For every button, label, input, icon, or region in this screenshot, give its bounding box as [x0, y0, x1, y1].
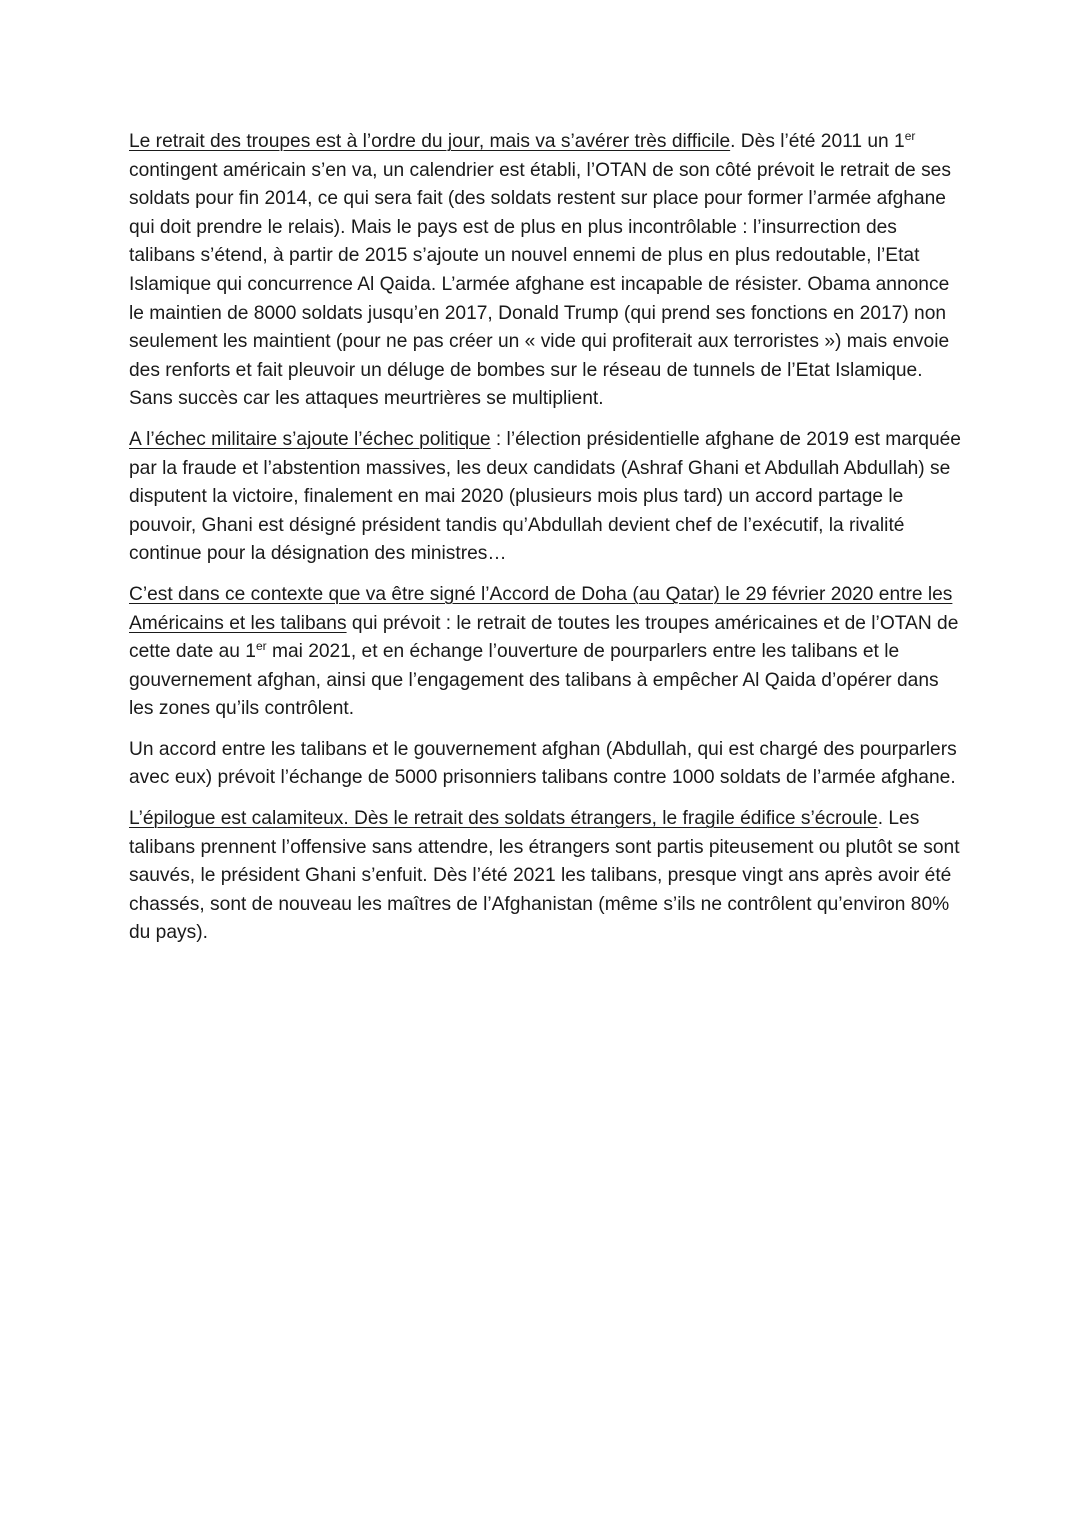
underlined-heading: C’est dans ce contexte que va être signé l’Accord de Doha (au Qatar) le 29 février 2020 entre les Américains et les talibans: [129, 583, 953, 634]
paragraph-prisoner-exchange: [129, 736, 964, 793]
paragraph-epilogue: [129, 805, 964, 948]
document-body: [129, 128, 964, 960]
paragraph-text: . Dès l’été 2011 un 1: [730, 131, 905, 152]
paragraph-text: qui prévoit : le retrait de toutes les troupes américaines et de l’OTAN de cette date au 1: [129, 612, 959, 663]
paragraph-text: Un accord entre les talibans et le gouvernement afghan (Abdullah, qui est chargé des pourparlers avec eux) prévoit l’échange de 5000 prisonniers talibans contre 1000 soldats de l’armée afghane.: [129, 738, 957, 789]
underlined-heading: Le retrait des troupes est à l’ordre du jour, mais va s’avérer très difficile: [129, 131, 731, 152]
underlined-heading: A l’échec militaire s’ajoute l’échec politique: [129, 428, 491, 450]
paragraph-doha-accord: [129, 581, 964, 724]
paragraph-text: : l’élection présidentielle afghane de 2019 est marquée par la fraude et l’abstention massives, les deux candidats (Ashraf Ghani et Abdullah Abdullah) se disputent la victoire, finalement en mai 2020 (plusieurs mois plus tard) un accord partage le pouvoir, Ghani est désigné président tandis qu’Abdullah devient chef de l’exécutif, la rivalité continue pour la désignation des ministres…: [129, 428, 961, 565]
superscript: er: [255, 639, 267, 654]
paragraph-text: . Les talibans prennent l’offensive sans attendre, les étrangers sont partis piteusement ou plutôt se sont sauvés, le président Ghani s’enfuit. Dès l’été 2021 les talibans, presque vingt ans après avoir été chassés, sont de nouveau les maîtres de l’Afghanistan (même s’ils ne contrôlent qu’environ 80% du pays).: [129, 808, 960, 944]
paragraph-troop-withdrawal: [129, 128, 964, 414]
paragraph-text: mai 2021, et en échange l’ouverture de pourparlers entre les talibans et le gouvernement afghan, ainsi que l’engagement des talibans à empêcher Al Qaida d’opérer dans les zones qu’ils contrôlent.: [129, 641, 939, 720]
paragraph-text: contingent américain s’en va, un calendrier est établi, l’OTAN de son côté prévoit le retrait de ses soldats pour fin 2014, ce qui sera fait (des soldats restent sur place pour former l’armée afghane qui doit prendre le relais). Mais le pays est de plus en plus incontrôlable : l’insurrection des talibans s’étend, à partir de 2015 s’ajoute un nouvel ennemi de plus en plus redoutable, l’Etat Islamique qui concurrence Al Qaida. L’armée afghane est incapable de résister. Obama annonce le maintien de 8000 soldats jusqu’en 2017, Donald Trump (qui prend ses fonctions en 2017) non seulement les maintient (pour ne pas créer un « vide qui profiterait aux terroristes ») mais envoie des renforts et fait pleuvoir un déluge de bombes sur le réseau de tunnels de l’Etat Islamique. Sans succès car les attaques meurtrières se multiplient.: [129, 159, 951, 410]
superscript: er: [904, 129, 916, 143]
paragraph-political-failure: [129, 426, 964, 569]
underlined-heading: L’épilogue est calamiteux. Dès le retrait des soldats étrangers, le fragile édifice s’écroule: [129, 808, 878, 830]
